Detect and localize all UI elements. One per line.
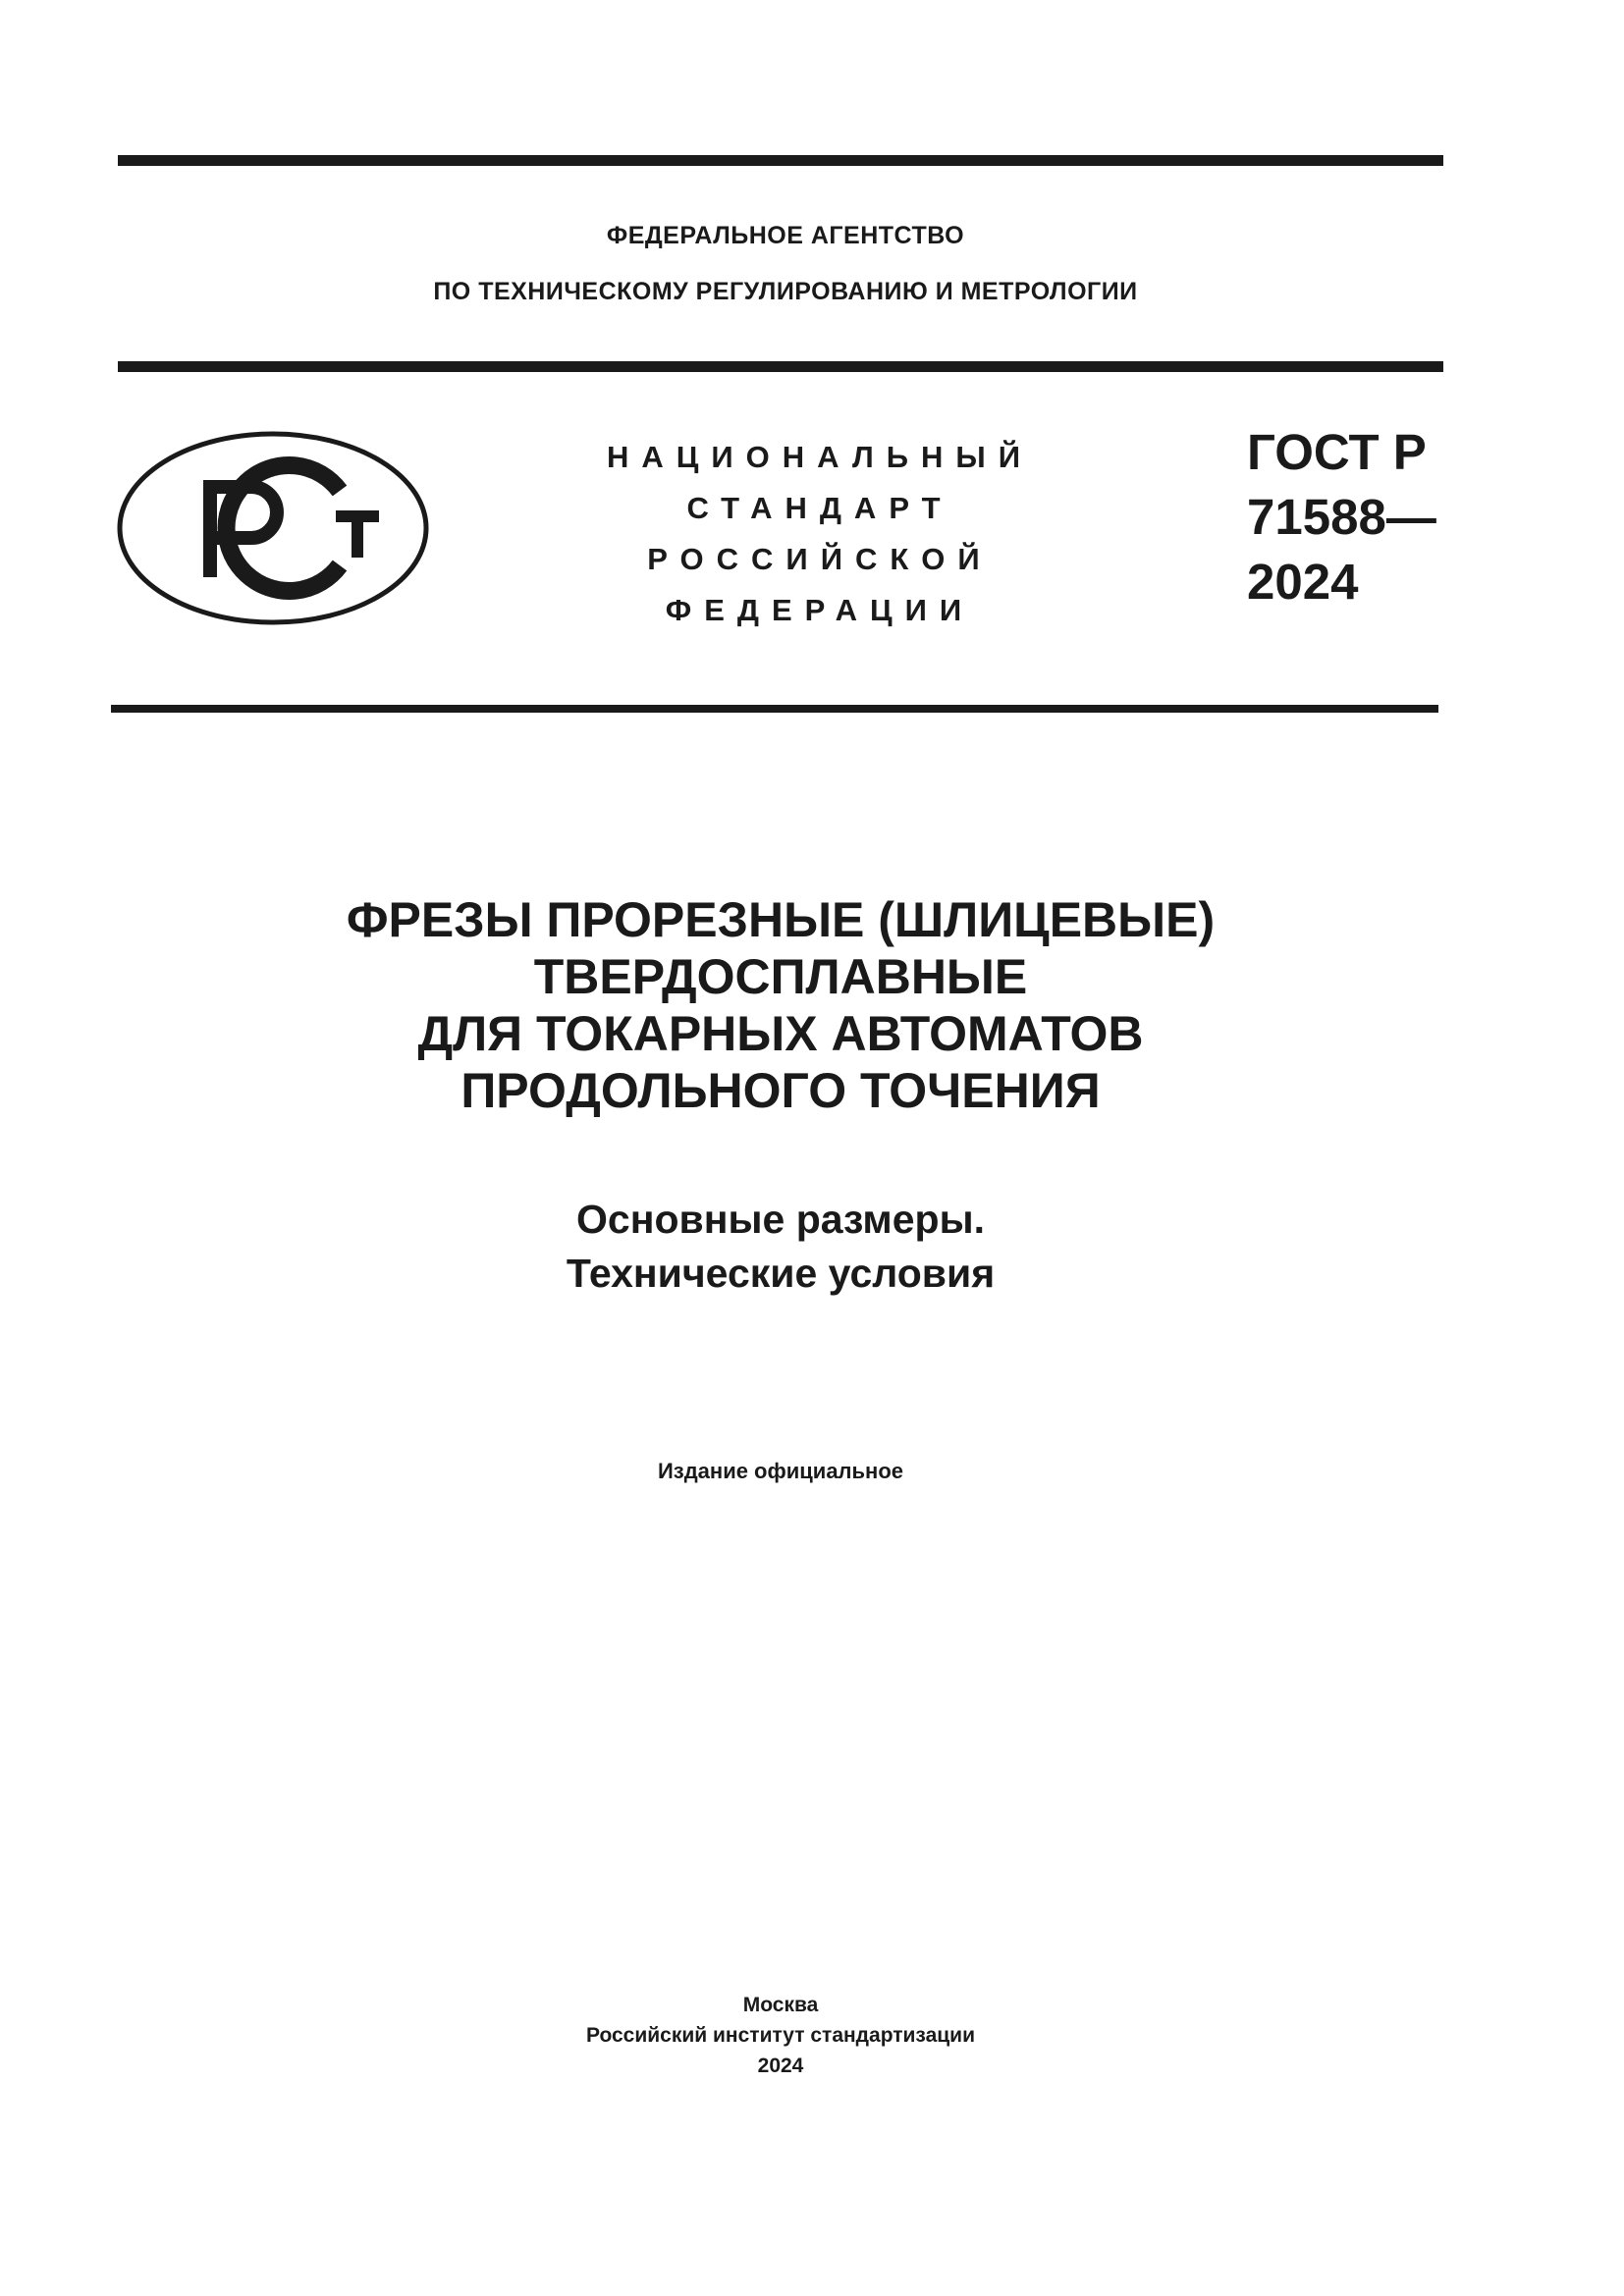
imprint-publisher: Российский институт стандартизации (585, 2024, 976, 2047)
subtitle-line-2: Технические условия (566, 1251, 996, 1296)
designation-line-1: ГОСТ Р (1247, 424, 1427, 480)
lower-divider (111, 705, 1438, 713)
document-subtitle (0, 1193, 1561, 1301)
subtitle-line-1: Основные размеры. (576, 1197, 985, 1242)
standard-type-line-3: РОССИЙСКОЙ (647, 542, 993, 576)
imprint-year: 2024 (757, 2055, 804, 2077)
designation-line-2: 71588— (1247, 489, 1436, 545)
standard-type-line-2: СТАНДАРТ (686, 491, 953, 525)
standard-type-line-4: ФЕДЕРАЦИИ (665, 593, 975, 627)
agency-name-line-2: ПО ТЕХНИЧЕСКОМУ РЕГУЛИРОВАНИЮ И МЕТРОЛОГИИ (433, 278, 1138, 305)
edition-note: Издание официальное (657, 1459, 904, 1483)
document-title (0, 891, 1561, 1119)
middle-divider (118, 361, 1443, 372)
designation-line-3: 2024 (1247, 554, 1359, 610)
top-divider (118, 155, 1443, 166)
standard-type-line-1: НАЦИОНАЛЬНЫЙ (606, 440, 1034, 474)
agency-name-line-1: ФЕДЕРАЛЬНОЕ АГЕНТСТВО (606, 222, 965, 249)
title-line-1: ФРЕЗЫ ПРОРЕЗНЫЕ (ШЛИЦЕВЫЕ) (346, 892, 1216, 947)
imprint (0, 1990, 1561, 2081)
standard-type-block (589, 432, 1051, 636)
standard-designation (1247, 420, 1436, 614)
imprint-city: Москва (742, 1994, 819, 2016)
rst-emblem-icon (116, 430, 430, 626)
title-line-2: ТВЕРДОСПЛАВНЫЕ (533, 949, 1028, 1004)
title-line-3: ДЛЯ ТОКАРНЫХ АВТОМАТОВ (417, 1006, 1144, 1061)
title-line-4: ПРОДОЛЬНОГО ТОЧЕНИЯ (460, 1063, 1101, 1118)
